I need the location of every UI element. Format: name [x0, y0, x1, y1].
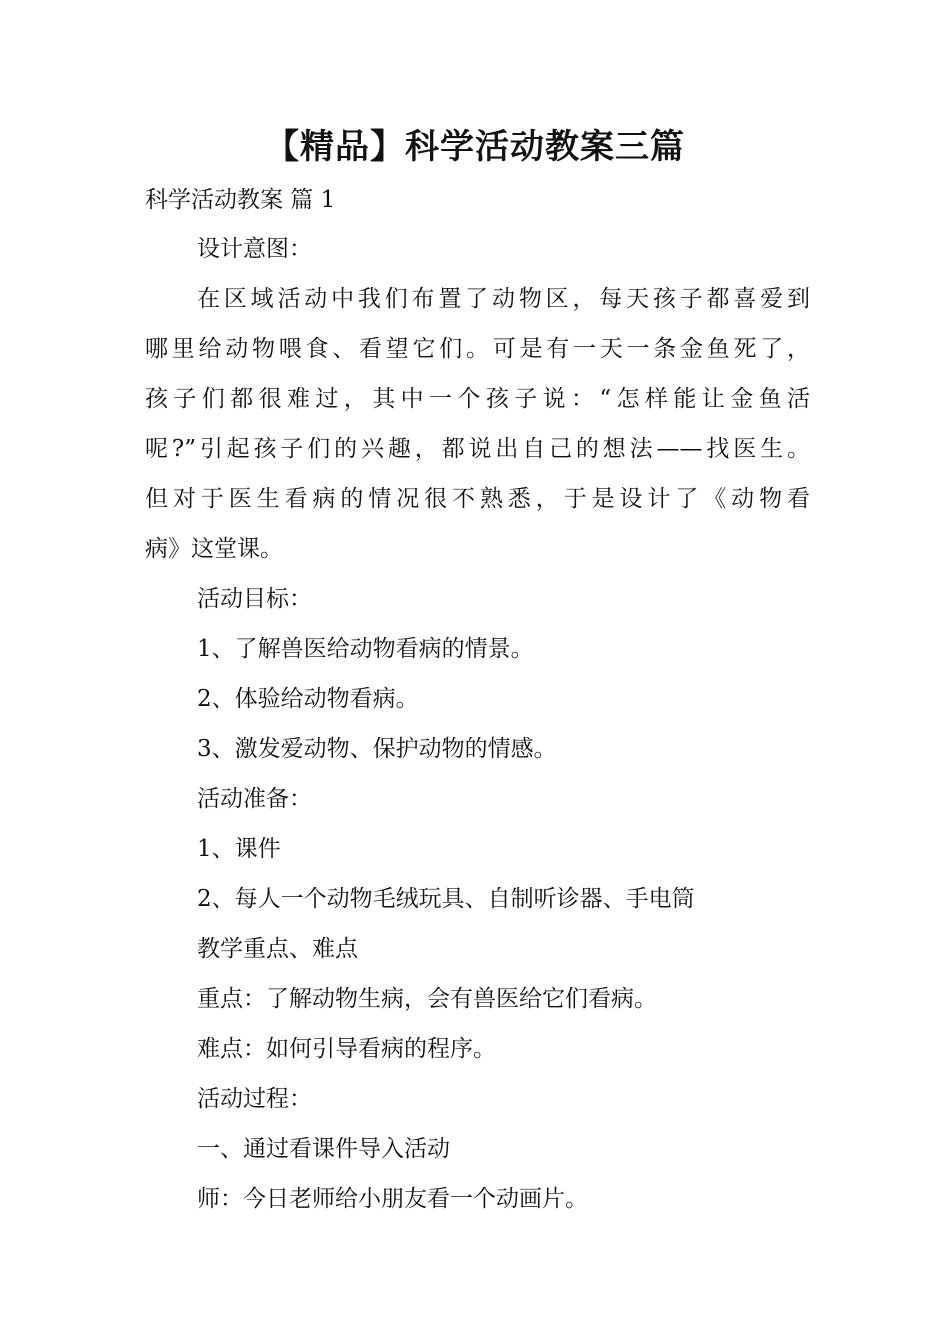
document-body [145, 224, 810, 1224]
document-title: 【精品】科学活动教案三篇 [265, 127, 685, 167]
paragraph-line: 但对于医生看病的情况很不熟悉，于是设计了《动物看 [145, 486, 810, 512]
list-item: 一、通过看课件导入活动 [197, 1136, 450, 1162]
paragraph-line: 难点：如何引导看病的程序。 [197, 1036, 496, 1062]
section-heading: 科学活动教案 篇 1 [145, 187, 336, 213]
paragraph-heading-process: 活动过程： [197, 1086, 312, 1112]
paragraph-heading-goals: 活动目标： [197, 586, 312, 612]
paragraph-heading-key-points: 教学重点、难点 [197, 936, 358, 962]
paragraph-heading-preparation: 活动准备： [197, 786, 312, 812]
paragraph-line: 病》这堂课。 [145, 536, 283, 562]
paragraph-heading-design-intent: 设计意图： [197, 236, 312, 262]
list-item: 2、体验给动物看病。 [197, 686, 419, 712]
list-item: 1、了解兽医给动物看病的情景。 [197, 636, 534, 662]
list-item: 1、课件 [197, 836, 281, 862]
paragraph-line: 师：今日老师给小朋友看一个动画片。 [197, 1186, 588, 1212]
paragraph-line: 哪里给动物喂食、看望它们。可是有一天一条金鱼死了， [145, 336, 810, 362]
list-item: 3、激发爱动物、保护动物的情感。 [197, 736, 557, 762]
list-item: 2、每人一个动物毛绒玩具、自制听诊器、手电筒 [197, 886, 695, 912]
paragraph-line: 重点：了解动物生病，会有兽医给它们看病。 [197, 986, 657, 1012]
paragraph-line: 孩子们都很难过，其中一个孩子说：“怎样能让金鱼活 [145, 386, 810, 412]
paragraph-line: 呢?”引起孩子们的兴趣，都说出自己的想法——找医生。 [145, 436, 810, 462]
paragraph-line: 在区域活动中我们布置了动物区，每天孩子都喜爱到 [197, 286, 810, 312]
